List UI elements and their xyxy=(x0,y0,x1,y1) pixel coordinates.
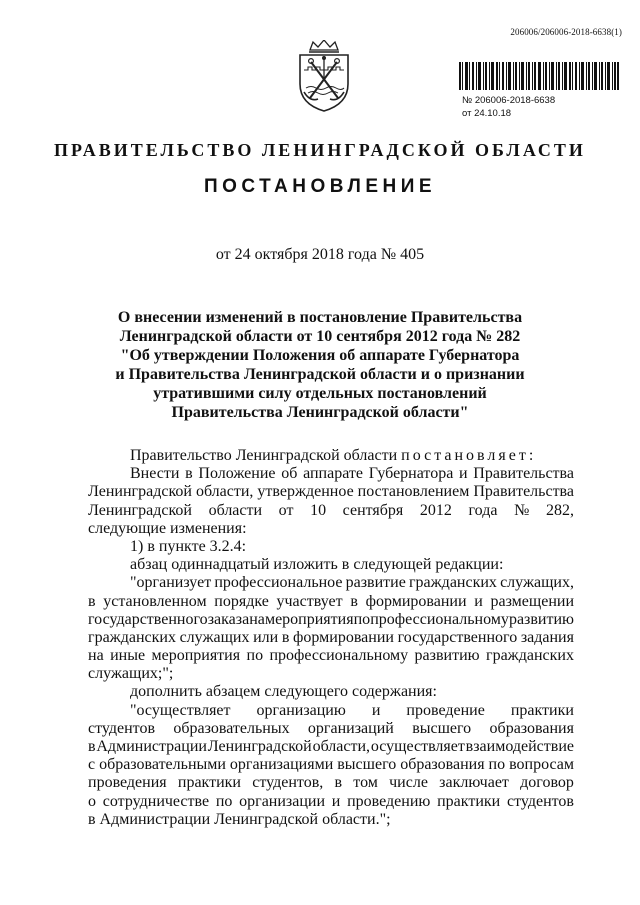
body-line xyxy=(88,483,574,501)
word: студентов, xyxy=(252,774,324,792)
body-line xyxy=(88,502,574,520)
word: Правительства xyxy=(473,465,574,483)
word: аппарате xyxy=(303,465,363,483)
body-line: служащих;"; xyxy=(88,665,174,683)
word: формировании xyxy=(365,592,467,610)
word: сентября xyxy=(342,501,404,519)
body-line xyxy=(88,574,574,592)
word: задания xyxy=(520,628,574,646)
coat-of-arms-icon xyxy=(294,40,354,112)
word: и xyxy=(459,465,468,483)
word: мероприятия xyxy=(264,610,354,628)
body-line xyxy=(88,756,574,774)
word: профессиональному xyxy=(269,647,409,665)
registration-block xyxy=(462,94,555,120)
document-type: ПОСТАНОВЛЕНИЕ xyxy=(203,176,437,197)
word: установленном xyxy=(103,592,207,610)
word: в xyxy=(334,774,343,792)
word: области, xyxy=(195,483,254,501)
registration-number: № 206006-2018-6638 xyxy=(462,95,556,106)
word: и xyxy=(371,701,381,719)
body-line xyxy=(88,738,574,756)
body-line: следующие изменения: xyxy=(88,519,247,537)
word: области, xyxy=(312,738,371,755)
word: образовательных xyxy=(173,719,290,737)
word: утвержденное xyxy=(257,483,354,501)
word: организации xyxy=(239,792,326,810)
word: на xyxy=(249,610,265,628)
word: иные xyxy=(110,647,146,665)
document-id: 206006/206006-2018-6638(1) xyxy=(510,27,622,37)
word: в xyxy=(185,465,193,483)
word: размещении xyxy=(490,592,574,610)
body-line xyxy=(88,720,574,738)
word: и xyxy=(474,592,483,610)
heading-line: "Об утверждении Положения об аппарате Губернатора xyxy=(120,347,520,364)
word: Внести xyxy=(130,465,180,483)
body-line xyxy=(88,629,574,647)
word: высшего xyxy=(337,756,397,774)
word: области xyxy=(208,501,263,519)
word: профессиональное xyxy=(214,574,343,592)
word: практики xyxy=(437,792,501,810)
word: заказа xyxy=(207,610,250,628)
word: высшего xyxy=(412,719,472,737)
registration-date: от 24.10.18 xyxy=(462,108,512,119)
word: в xyxy=(281,628,290,646)
decree-subject: Правительство Ленинградской области xyxy=(130,447,398,464)
word: или xyxy=(253,628,279,646)
word: "осуществляет xyxy=(130,701,231,719)
word: организацию xyxy=(256,701,346,719)
word: "организует xyxy=(130,574,212,592)
word: развитию xyxy=(508,610,574,628)
body-line xyxy=(88,465,574,483)
word: взаимодействие xyxy=(465,738,574,755)
word: том xyxy=(353,774,378,792)
word: Ленинградской xyxy=(88,483,192,501)
word: на xyxy=(88,647,104,665)
body-line: 1) в пункте 3.2.4: xyxy=(130,537,247,555)
word: организациями xyxy=(229,756,334,774)
word: об xyxy=(281,465,298,483)
word: осуществляет xyxy=(370,738,465,755)
word: служащих xyxy=(179,628,250,646)
word: Ленинградской xyxy=(88,501,192,519)
word: организаций xyxy=(307,719,394,737)
word: постановлением xyxy=(357,483,470,501)
word: Губернатора xyxy=(368,465,454,483)
word: о xyxy=(88,792,96,810)
body-line: в Администрации Ленинградской области."; xyxy=(88,810,391,828)
word: практики xyxy=(510,701,574,719)
word: заключает xyxy=(439,774,509,792)
body-line xyxy=(88,611,574,629)
word: по xyxy=(353,610,371,628)
word: порядке xyxy=(214,592,269,610)
word: по xyxy=(215,792,233,810)
word: студентов xyxy=(506,792,574,810)
word: государственного xyxy=(397,628,518,646)
word: 10 xyxy=(310,501,327,519)
word: и xyxy=(331,792,341,810)
word: 282, xyxy=(545,501,574,519)
word: числе xyxy=(389,774,428,792)
word: в xyxy=(88,738,96,755)
word: проведению xyxy=(347,792,431,810)
decree-verb: постановляет: xyxy=(401,447,537,464)
word: договор xyxy=(520,774,574,792)
word: с xyxy=(88,756,96,774)
document-body xyxy=(88,447,574,829)
heading-line: Правительства Ленинградской области" xyxy=(171,404,469,421)
word: практики xyxy=(177,774,241,792)
barcode-icon xyxy=(459,62,619,90)
word: государственного xyxy=(88,610,208,628)
body-line xyxy=(88,647,574,665)
word: Администрации xyxy=(96,738,207,755)
word: года xyxy=(468,501,498,519)
word: вопросам xyxy=(509,756,574,774)
word: в xyxy=(350,592,358,610)
body-line xyxy=(88,702,574,720)
document-heading xyxy=(80,308,560,422)
heading-line: Ленинградской области от 10 сентября 2012 года № 282 xyxy=(119,328,521,345)
document-date-number: от 24 октября 2018 года № 405 xyxy=(215,246,425,263)
word: Положение xyxy=(198,465,276,483)
word: 2012 xyxy=(419,501,452,519)
word: участвует xyxy=(276,592,343,610)
word: сотрудничестве xyxy=(102,792,210,810)
word: Правительства xyxy=(473,483,574,501)
body-line: абзац одиннадцатый изложить в следующей редакции: xyxy=(130,556,504,574)
body-line xyxy=(88,793,574,811)
heading-line: и Правительства Ленинградской области и о признании xyxy=(115,366,525,383)
word: развитию xyxy=(414,647,480,665)
word: проведения xyxy=(88,774,167,792)
word: образования xyxy=(400,756,485,774)
body-line: дополнить абзацем следующего содержания: xyxy=(130,683,437,701)
government-title: ПРАВИТЕЛЬСТВО ЛЕНИНГРАДСКОЙ ОБЛАСТИ xyxy=(54,140,586,160)
word: гражданских xyxy=(486,647,574,665)
body-line xyxy=(88,774,574,792)
word: гражданских xyxy=(408,574,497,592)
word: в xyxy=(88,592,96,610)
heading-line: О внесении изменений в постановление Правительства xyxy=(117,309,523,326)
word: Ленинградской xyxy=(207,738,312,755)
word: образовательными xyxy=(99,756,226,774)
word: № xyxy=(514,501,530,519)
word: развитие xyxy=(345,574,406,592)
word: профессиональному xyxy=(370,610,509,628)
word: мероприятия xyxy=(151,647,241,665)
word: от xyxy=(278,501,294,519)
heading-line: утратившими силу отдельных постановлений xyxy=(153,385,487,402)
body-line xyxy=(88,593,574,611)
word: образования xyxy=(489,719,574,737)
word: формировании xyxy=(293,628,394,646)
word: студентов xyxy=(88,719,156,737)
word: по xyxy=(246,647,264,665)
word: по xyxy=(488,756,506,774)
paragraph-decree xyxy=(88,447,574,465)
word: служащих, xyxy=(500,574,574,592)
word: проведение xyxy=(406,701,485,719)
word: гражданских xyxy=(88,628,176,646)
